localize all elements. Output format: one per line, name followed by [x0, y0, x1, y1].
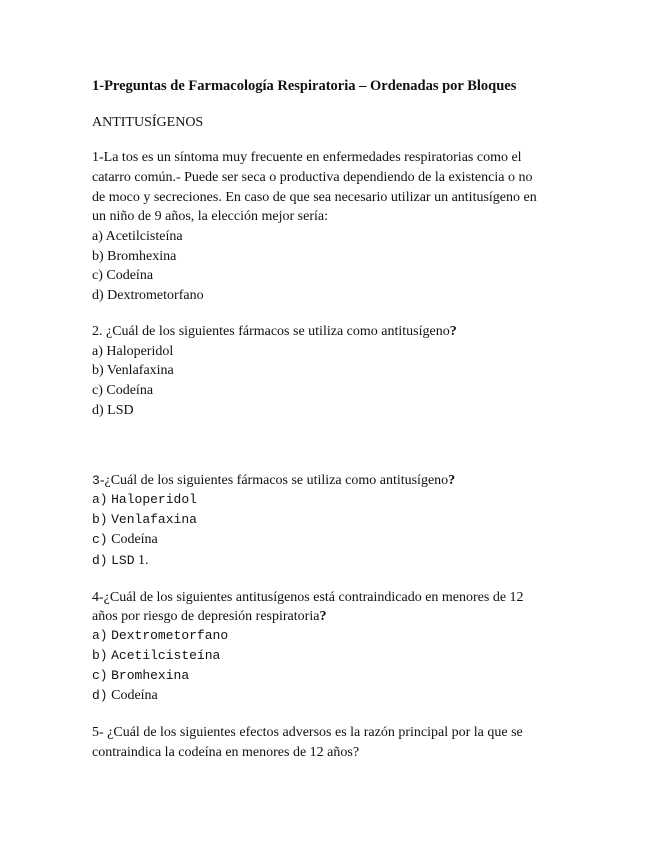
- question-4-stem: años por riesgo de depresión respiratoria: [92, 609, 320, 624]
- option-text: Codeína: [111, 532, 158, 547]
- question-4-line: [92, 607, 326, 627]
- question-1-option-a: a) Acetilcisteína: [92, 229, 183, 244]
- question-4-option-d: [92, 686, 158, 706]
- option-suffix: 1.: [138, 553, 149, 568]
- question-3-option-d: [92, 551, 149, 571]
- question-5-line: 5- ¿Cuál de los siguientes efectos adversos es la razón principal por la que se: [92, 725, 523, 740]
- question-1-option-c: c) Codeína: [92, 268, 154, 283]
- question-2-stem: 2. ¿Cuál de los siguientes fármacos se utiliza como antitusígeno: [92, 324, 450, 339]
- option-letter: b): [92, 512, 108, 527]
- section-heading: ANTITUSÍGENOS: [92, 115, 204, 130]
- question-3-option-a: [92, 490, 197, 510]
- option-text: LSD: [111, 553, 135, 568]
- option-letter: a): [92, 492, 108, 507]
- question-3-option-b: [92, 510, 197, 530]
- question-2-mark: ?: [449, 324, 457, 339]
- document-title: 1-Preguntas de Farmacología Respiratoria – Ordenadas por Bloques: [92, 78, 517, 94]
- question-3-stem: -¿Cuál de los siguientes fármacos se utiliza como antitusígeno: [99, 473, 449, 488]
- option-letter: c): [92, 668, 108, 683]
- question-4-option-b: [92, 646, 220, 666]
- question-2-option-c: c) Codeína: [92, 383, 154, 398]
- question-3-mark: ?: [448, 473, 456, 488]
- question-4-option-c: [92, 666, 189, 686]
- question-3-option-c: [92, 530, 158, 550]
- option-text: Acetilcisteína: [111, 648, 221, 663]
- question-2-option-b: b) Venlafaxina: [92, 363, 174, 378]
- question-2-option-a: a) Haloperidol: [92, 344, 174, 359]
- question-2-text: [92, 322, 457, 342]
- option-text: Dextrometorfano: [111, 628, 229, 643]
- question-1-line: un niño de 9 años, la elección mejor sería:: [92, 209, 328, 224]
- option-letter: c): [92, 532, 108, 547]
- option-letter: b): [92, 648, 108, 663]
- option-letter: d): [92, 688, 108, 703]
- question-4-option-a: [92, 626, 228, 646]
- question-3-text: [92, 471, 455, 491]
- question-4-line: 4-¿Cuál de los siguientes antitusígenos está contraindicado en menores de 12: [92, 590, 524, 605]
- question-5-line: contraindica la codeína en menores de 12 años?: [92, 745, 360, 760]
- question-1-line: 1-La tos es un síntoma muy frecuente en enfermedades respiratorias como el: [92, 150, 522, 165]
- question-1-option-b: b) Bromhexina: [92, 249, 177, 264]
- question-2-option-d: d) LSD: [92, 403, 134, 418]
- question-1-line: de moco y secreciones. En caso de que sea necesario utilizar un antitusígeno en: [92, 190, 537, 205]
- option-text: Codeína: [111, 688, 158, 703]
- option-letter: d): [92, 553, 108, 568]
- option-text: Bromhexina: [111, 668, 190, 683]
- option-text: Haloperidol: [111, 492, 197, 507]
- question-3-number: 3: [92, 473, 100, 488]
- option-letter: a): [92, 628, 108, 643]
- question-1-line: catarro común.- Puede ser seca o productiva dependiendo de la existencia o no: [92, 170, 533, 185]
- question-4-mark: ?: [319, 609, 327, 624]
- option-text: Venlafaxina: [111, 512, 197, 527]
- question-1-option-d: d) Dextrometorfano: [92, 288, 204, 303]
